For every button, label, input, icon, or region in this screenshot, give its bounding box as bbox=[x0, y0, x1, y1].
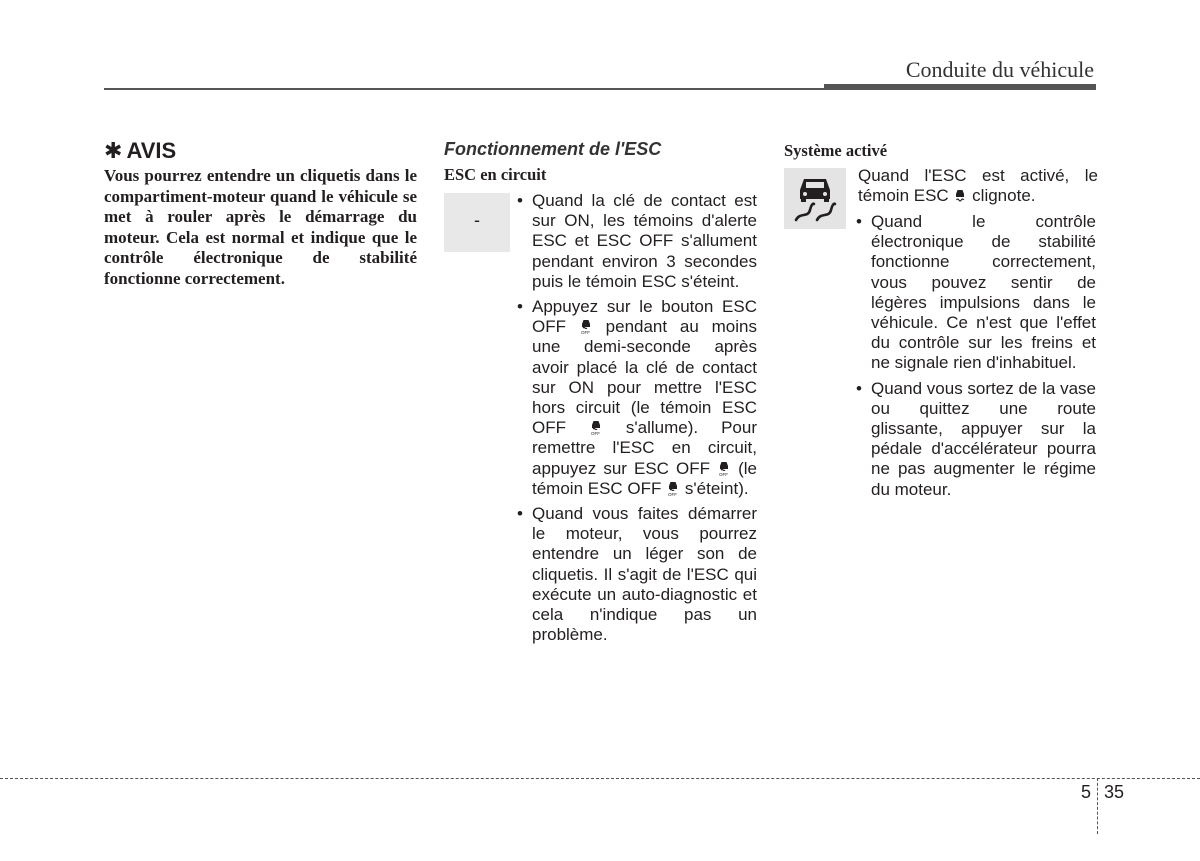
list-item bbox=[517, 297, 757, 499]
intro-text-part: clignote. bbox=[972, 186, 1036, 206]
footer-separator bbox=[1097, 778, 1098, 834]
chapter-number: 5 bbox=[1081, 782, 1092, 802]
esc-off-icon bbox=[666, 480, 680, 497]
bullet-dot: • bbox=[856, 212, 862, 231]
section-title: Conduite du véhicule bbox=[905, 57, 1094, 82]
indicator-placeholder-box bbox=[444, 193, 510, 252]
bullet-text-part: Appuyez sur le bouton ESC OFF bbox=[532, 297, 757, 337]
footer-rule bbox=[0, 778, 1200, 779]
avis-paragraph: Vous pourrez entendre un cliquetis dans le compartiment-moteur quand le véhicule se met à rouler après le démarrage du moteur. Cela est normal et indique que le contrôle électronique de stabilité fonctionne correctement. bbox=[104, 166, 417, 288]
esc-function-title: Fonctionnement de l'ESC bbox=[444, 139, 662, 159]
bullet-text: Quand vous sortez de la vase ou quittez une route glissante, appuyer sur la pédale d'accélérateur pourra ne pas augmenter le régime du moteur. bbox=[871, 378, 1096, 499]
bullet-text: Quand le contrôle électronique de stabilité fonctionne correctement, vous pouvez sentir de légères impulsions dans le véhicule. Ce n'est que l'effet du contrôle sur les freins et ne signale rien d'inhabituel. bbox=[871, 212, 1096, 373]
system-active-bullet-list bbox=[856, 212, 1096, 505]
esc-off-icon bbox=[579, 318, 593, 335]
bullet-text-part: (le témoin ESC OFF bbox=[532, 458, 757, 498]
bullet-dot: • bbox=[517, 504, 523, 524]
esc-on-bullet-list bbox=[517, 191, 757, 650]
svg-text:OFF: OFF bbox=[668, 491, 678, 497]
avis-label: AVIS bbox=[126, 138, 177, 163]
header-rule bbox=[104, 88, 1096, 90]
bullet-text-part: s'allume). Pour remettre l'ESC en circuit, appuyez sur ESC OFF bbox=[532, 418, 757, 478]
bullet-dot: • bbox=[517, 191, 523, 210]
bullet-text: Quand vous faites démarrer le moteur, vous pourrez entendre un léger son de cliquetis. Il s'agit de l'ESC qui exécute un auto-diagnostic et cela n'indique pas un problème. bbox=[532, 504, 757, 645]
box-marker: - bbox=[474, 210, 480, 230]
asterisk-icon: ✱ bbox=[104, 138, 123, 163]
list-item bbox=[856, 212, 1096, 374]
page-number: 35 bbox=[1104, 782, 1125, 802]
avis-heading bbox=[104, 138, 176, 164]
svg-text:OFF: OFF bbox=[580, 330, 590, 336]
svg-text:OFF: OFF bbox=[719, 471, 729, 477]
system-active-title: Système activé bbox=[784, 141, 888, 160]
skidding-car-icon bbox=[784, 168, 846, 229]
esc-icon bbox=[953, 187, 967, 204]
bullet-text: Quand la clé de contact est sur ON, les témoins d'alerte ESC et ESC OFF s'allument pendant environ 3 secondes puis le témoin ESC s'éteint. bbox=[532, 191, 757, 291]
svg-text:OFF: OFF bbox=[590, 431, 600, 437]
esc-off-icon bbox=[589, 419, 603, 436]
bullet-text-part: s'éteint). bbox=[684, 478, 749, 498]
list-item bbox=[517, 191, 757, 292]
esc-off-icon bbox=[717, 460, 731, 477]
list-item bbox=[517, 504, 757, 645]
intro-text-part: Quand l'ESC est activé, le témoin ESC bbox=[858, 166, 1098, 206]
bullet-dot: • bbox=[856, 378, 862, 398]
bullet-dot: • bbox=[517, 297, 523, 317]
system-active-intro bbox=[858, 166, 1098, 206]
list-item bbox=[856, 379, 1096, 500]
bullet-text-part: pendant au moins une demi-seconde après avoir placé la clé de contact sur ON pour mettre l'ESC hors circuit (le témoin ESC OFF bbox=[532, 317, 757, 438]
esc-on-subtitle: ESC en circuit bbox=[444, 165, 547, 184]
